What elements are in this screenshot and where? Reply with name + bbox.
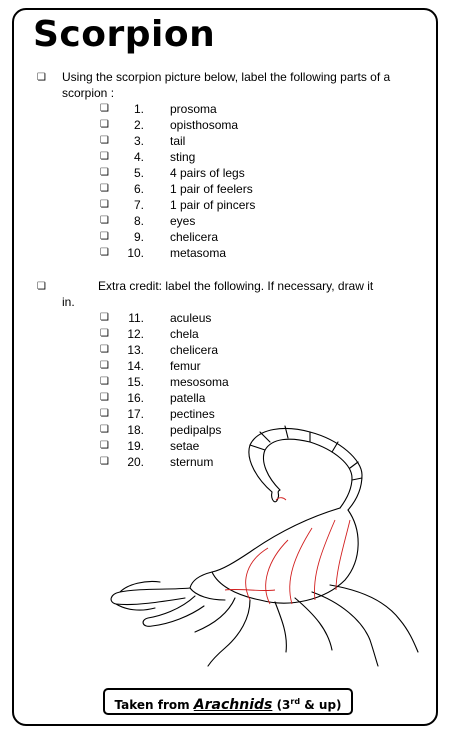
list-item (100, 165, 400, 181)
checkbox-bullet-icon: ❏ (100, 247, 109, 258)
checkbox-bullet-icon: ❏ (100, 408, 109, 419)
intro-instructions: Using the scorpion picture below, label the following parts of a scorpion : (62, 70, 391, 100)
list-item (100, 101, 400, 117)
list-item (100, 133, 400, 149)
list-item (100, 374, 400, 390)
item-label: femur (170, 359, 201, 373)
item-number: 6. (133, 182, 144, 196)
credit-prefix: Taken from (114, 698, 190, 712)
list-item (100, 229, 400, 245)
extra-credit-instructions (62, 278, 422, 310)
list-item (100, 117, 400, 133)
checkbox-bullet-icon: ❏ (37, 281, 46, 292)
list-item (100, 310, 400, 326)
extra-credit-line1: Extra credit: label the following. If necessary, draw it (98, 279, 374, 293)
credit-superscript: rd (290, 697, 301, 706)
item-number: 13. (127, 343, 144, 357)
checkbox-bullet-icon: ❏ (100, 183, 109, 194)
checkbox-bullet-icon: ❏ (100, 151, 109, 162)
parts-list (100, 101, 400, 261)
item-label: tail (170, 134, 186, 148)
item-label: patella (170, 391, 206, 405)
list-item (100, 245, 400, 261)
item-label: setae (170, 439, 200, 453)
list-item (100, 181, 400, 197)
item-label: pedipalps (170, 423, 222, 437)
item-number: 7. (133, 198, 144, 212)
page-title: Scorpion (33, 14, 216, 55)
checkbox-bullet-icon: ❏ (100, 312, 109, 323)
credit-box (103, 688, 353, 715)
item-label: sting (170, 150, 196, 164)
item-number: 17. (127, 407, 144, 421)
item-label: opisthosoma (170, 118, 239, 132)
checkbox-bullet-icon: ❏ (100, 440, 109, 451)
item-number: 3. (133, 134, 144, 148)
checkbox-bullet-icon: ❏ (100, 119, 109, 130)
credit-suffix-close: & up) (304, 698, 342, 712)
checkbox-bullet-icon: ❏ (100, 135, 109, 146)
list-item (100, 326, 400, 342)
item-label: aculeus (170, 311, 212, 325)
extra-credit-line2: in. (62, 295, 75, 309)
checkbox-bullet-icon: ❏ (100, 199, 109, 210)
checkbox-bullet-icon: ❏ (37, 72, 46, 83)
list-item (100, 358, 400, 374)
checkbox-bullet-icon: ❏ (100, 328, 109, 339)
list-item (100, 213, 400, 229)
list-item (100, 197, 400, 213)
checkbox-bullet-icon: ❏ (100, 376, 109, 387)
item-label: metasoma (170, 246, 227, 260)
checkbox-bullet-icon: ❏ (100, 167, 109, 178)
checkbox-bullet-icon: ❏ (100, 103, 109, 114)
checkbox-bullet-icon: ❏ (100, 344, 109, 355)
item-number: 11. (128, 311, 144, 325)
checkbox-bullet-icon: ❏ (100, 392, 109, 403)
item-label: sternum (170, 455, 214, 469)
credit-suffix-open: (3 (276, 698, 291, 712)
item-number: 15. (127, 375, 144, 389)
item-number: 16. (127, 391, 144, 405)
scorpion-illustration (100, 420, 430, 675)
item-label: eyes (170, 214, 196, 228)
item-number: 19. (127, 439, 144, 453)
item-label: chela (170, 327, 199, 341)
item-label: 1 pair of pincers (170, 198, 256, 212)
checkbox-bullet-icon: ❏ (100, 231, 109, 242)
checkbox-bullet-icon: ❏ (100, 215, 109, 226)
item-number: 20. (127, 455, 144, 469)
checkbox-bullet-icon: ❏ (100, 424, 109, 435)
item-number: 8. (133, 214, 144, 228)
checkbox-bullet-icon: ❏ (100, 456, 109, 467)
item-number: 4. (133, 150, 144, 164)
item-label: prosoma (170, 102, 217, 116)
list-item (100, 149, 400, 165)
item-number: 1. (133, 102, 144, 116)
item-number: 10. (127, 246, 144, 260)
item-number: 18. (127, 423, 144, 437)
item-number: 9. (133, 230, 144, 244)
item-label: chelicera (170, 343, 219, 357)
credit-book-title: Arachnids (193, 697, 273, 713)
item-number: 5. (133, 166, 144, 180)
checkbox-bullet-icon: ❏ (100, 360, 109, 371)
item-number: 2. (133, 118, 144, 132)
item-label: 1 pair of feelers (170, 182, 253, 196)
item-label: chelicera (170, 230, 219, 244)
item-number: 14. (127, 359, 144, 373)
list-item (100, 342, 400, 358)
item-label: 4 pairs of legs (170, 166, 245, 180)
item-number: 12. (127, 327, 144, 341)
list-item (100, 390, 400, 406)
item-label: mesosoma (170, 375, 229, 389)
item-label: pectines (170, 407, 215, 421)
